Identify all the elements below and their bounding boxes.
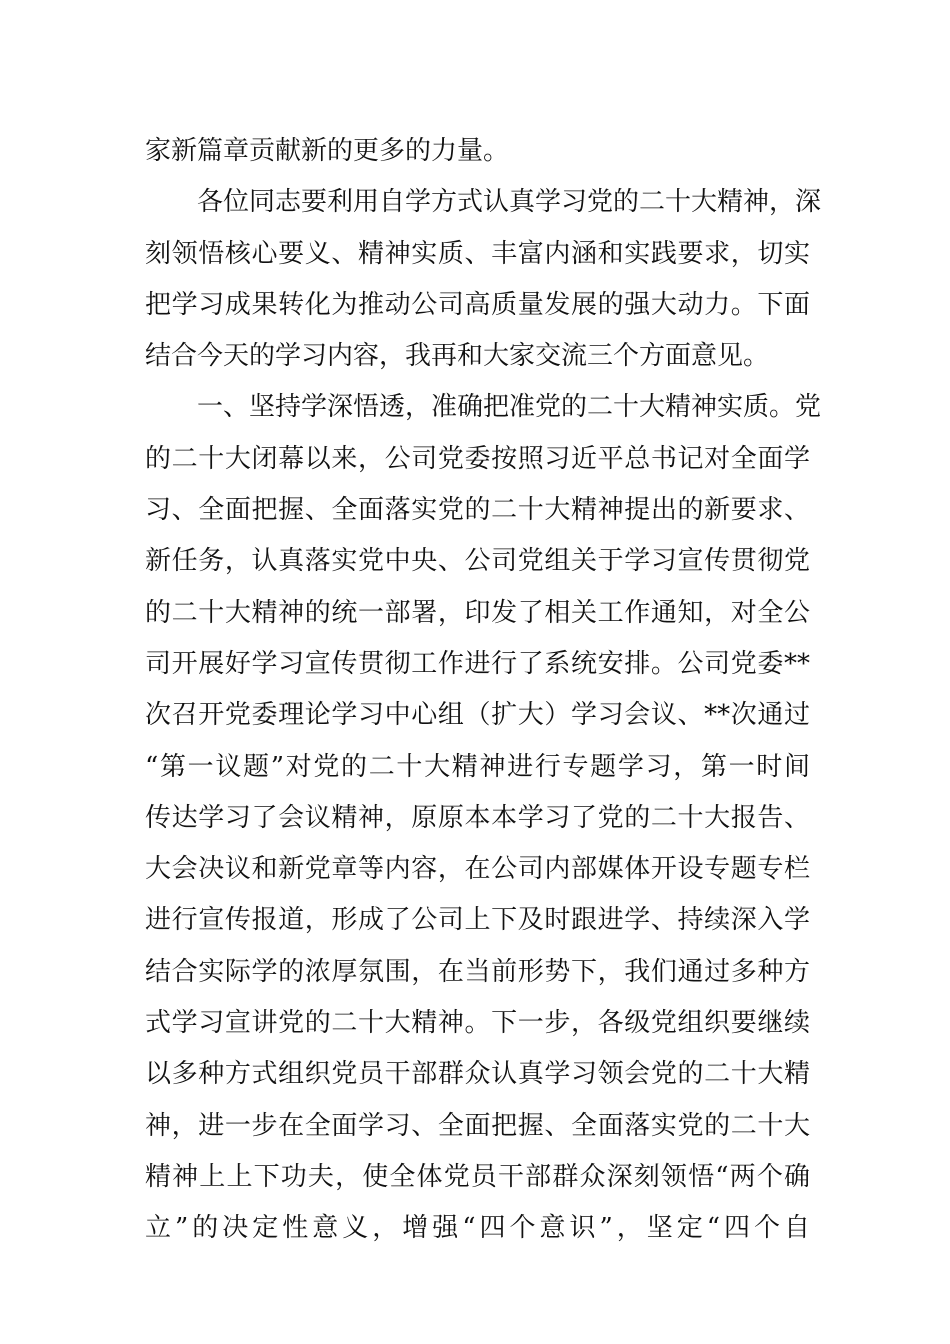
text-line: 式学习宣讲党的二十大精神。下一步，各级党组织要继续	[145, 1008, 810, 1039]
text-line: 各位同志要利用自学方式认真学习党的二十大精神，深	[145, 187, 822, 218]
text-line: 精神上上下功夫，使全体党员干部群众深刻领悟“两个确	[145, 1161, 810, 1192]
text-line: “第一议题”对党的二十大精神进行专题学习，第一时间	[145, 751, 810, 782]
text-line: 进行宣传报道，形成了公司上下及时跟进学、持续深入学	[145, 905, 810, 936]
text-line: 以多种方式组织党员干部群众认真学习领会党的二十大精	[145, 1059, 810, 1090]
text-line: 一、坚持学深悟透，准确把准党的二十大精神实质。党	[145, 392, 822, 423]
text-line: 结合实际学的浓厚氛围，在当前形势下，我们通过多种方	[145, 956, 810, 987]
text-line: 立”的决定性意义，增强“四个意识”，坚定“四个自	[145, 1213, 810, 1244]
text-line: 把学习成果转化为推动公司高质量发展的强大动力。下面	[145, 289, 810, 320]
text-line: 习、全面把握、全面落实党的二十大精神提出的新要求、	[145, 495, 810, 526]
text-line: 结合今天的学习内容，我再和大家交流三个方面意见。	[145, 341, 770, 372]
text-line: 家新篇章贡献新的更多的力量。	[145, 136, 510, 166]
text-line: 的二十大闭幕以来，公司党委按照习近平总书记对全面学	[145, 443, 810, 474]
text-line: 刻领悟核心要义、精神实质、丰富内涵和实践要求，切实	[145, 238, 810, 269]
text-line: 大会决议和新党章等内容，在公司内部媒体开设专题专栏	[145, 854, 810, 885]
text-line: 次召开党委理论学习中心组（扩大）学习会议、**次通过	[145, 700, 810, 731]
text-line: 传达学习了会议精神，原原本本学习了党的二十大报告、	[145, 802, 810, 833]
text-line: 司开展好学习宣传贯彻工作进行了系统安排。公司党委**	[145, 648, 810, 679]
text-line: 的二十大精神的统一部署，印发了相关工作通知，对全公	[145, 597, 810, 628]
text-line: 神，进一步在全面学习、全面把握、全面落实党的二十大	[145, 1110, 810, 1141]
text-line: 新任务，认真落实党中央、公司党组关于学习宣传贯彻党	[145, 546, 810, 577]
document-body	[145, 126, 822, 1255]
